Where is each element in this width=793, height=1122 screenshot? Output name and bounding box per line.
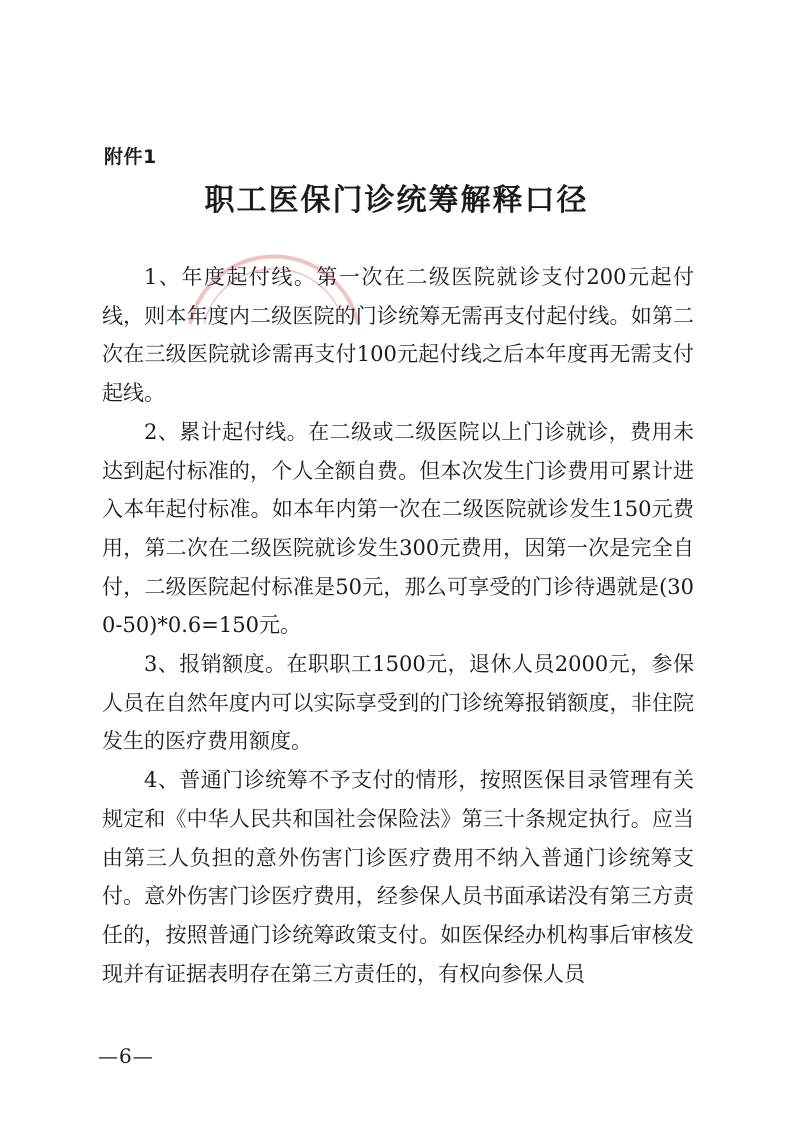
document-title: 职工医保门诊统筹解释口径 bbox=[204, 183, 589, 218]
document-body bbox=[102, 258, 694, 993]
page-number: —6— bbox=[98, 1044, 154, 1068]
attachment-label: 附件1 bbox=[104, 146, 157, 168]
paragraph-reimbursement-limit: 3、报销额度。在职职工1500元，退休人员2000元，参保人员在自然年度内可以实际享受到的门诊统筹报销额度，非住院发生的医疗费用额度。 bbox=[102, 652, 694, 754]
paragraph-exclusions: 4、普通门诊统筹不予支付的情形，按照医保目录管理有关规定和《中华人民共和国社会保险法》第三十条规定执行。应当由第三人负担的意外伤害门诊医疗费用不纳入普通门诊统筹支付。意外伤害门诊医疗费用，经参保人员书面承诺没有第三方责任的，按照普通门诊统筹政策支付。如医保经办机构事后审核发现并有证据表明存在第三方责任的，有权向参保人员 bbox=[102, 768, 694, 986]
paragraph-deductible-cumulative: 2、累计起付线。在二级或二级医院以上门诊就诊，费用未达到起付标准的，个人全额自费。但本次发生门诊费用可累计进入本年起付标准。如本年内第一次在二级医院就诊发生150元费用，第二次在二级医院就诊发生300元费用，因第一次是完全自付，二级医院起付标准是50元，那么可享受的门诊待遇就是(300-50)*0.6=150元。 bbox=[102, 419, 694, 638]
paragraph-deductible-annual: 1、年度起付线。第一次在二级医院就诊支付200元起付线，则本年度内二级医院的门诊统筹无需再支付起付线。如第二次在三级医院就诊需再支付100元起付线之后本年度再无需支付起线。 bbox=[102, 265, 694, 406]
